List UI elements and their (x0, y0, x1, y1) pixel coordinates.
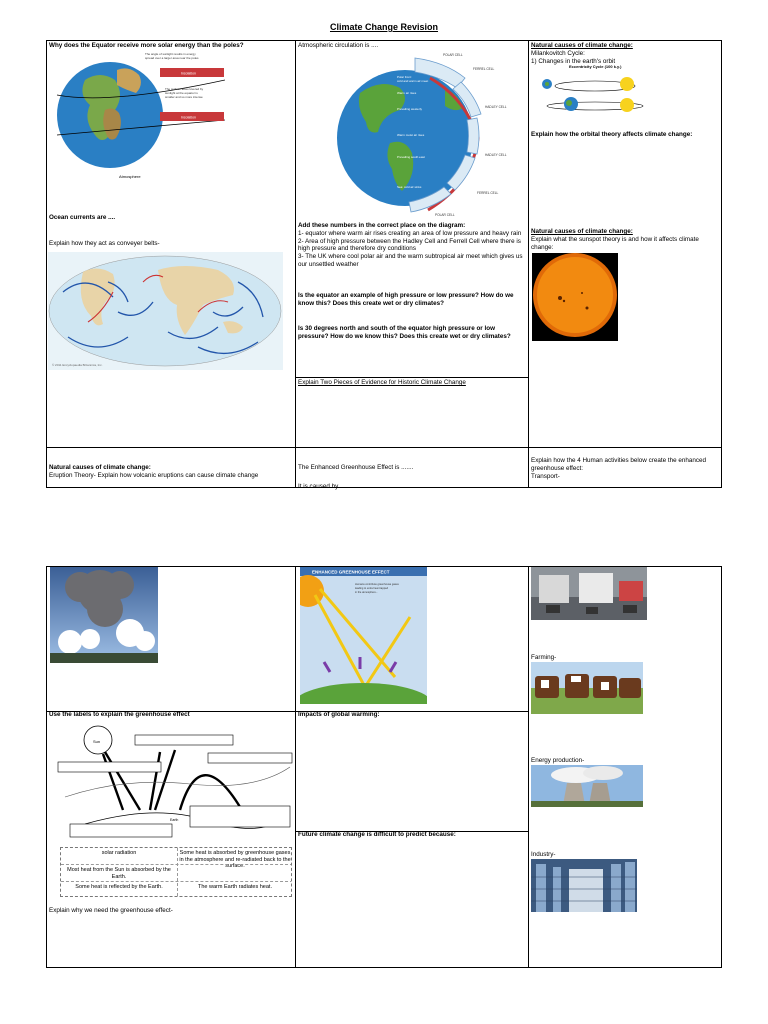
poster-title: ENHANCED GREENHOUSE EFFECT (312, 569, 390, 575)
enhanced-greenhouse-poster (300, 567, 427, 704)
farming-photo (531, 662, 643, 714)
label-card: The warm Earth radiates heat. (198, 884, 272, 890)
ocean-currents-prompt: Ocean currents are .... (49, 214, 116, 221)
svg-text:The angle of sunlight results: The angle of sunlight results in energy (145, 52, 196, 56)
svg-text:Prevailing south east: Prevailing south east (397, 155, 425, 159)
atmosphere-label: Atmosphere (119, 174, 141, 179)
eccentricity-label: Eccentricity Cycle (100 k.y.) (569, 64, 622, 69)
use-labels-prompt: Use the labels to explain the greenhouse effect (49, 711, 190, 718)
sun-photo (532, 253, 618, 341)
eruption-theory-prompt: Eruption Theory- Explain how volcanic eruptions can cause climate change (49, 471, 259, 479)
svg-text:cold and warm air meet: cold and warm air meet (397, 79, 429, 83)
equator-question: Why does the Equator receive more solar energy than the poles? (49, 42, 244, 49)
natural-causes-heading: Natural causes of climate change: (531, 42, 633, 49)
divider (295, 377, 528, 378)
impacts-prompt: Impacts of global warming: (298, 711, 380, 718)
earth-label: Earth (170, 818, 179, 822)
human-activities-prompt: Explain how the 4 Human activities below create the enhanced greenhouse effect: (531, 457, 707, 472)
label-card: Some heat is reflected by the Earth. (75, 884, 163, 890)
industry-label: Industry- (531, 851, 556, 858)
label-card: Some heat is absorbed by greenhouse gases in the atmosphere and re-radiated back to the surface. (179, 850, 291, 869)
energy-label: Energy production- (531, 757, 585, 764)
svg-text:The surface area covered by: The surface area covered by (165, 87, 204, 91)
power-station-photo (531, 765, 643, 807)
eruption-block (49, 464, 293, 480)
svg-text:smaller and so more intense: smaller and so more intense (165, 95, 203, 99)
industry-photo (531, 859, 637, 912)
svg-text:Humans contribute greenhouse g: Humans contribute greenhouse gases (355, 583, 399, 586)
orbit-label: 1) Changes in the earth's orbit (531, 57, 616, 65)
divider (46, 447, 722, 448)
cell-label: HADLEY CELL (485, 105, 507, 109)
cell-label: POLAR CELL (435, 213, 455, 217)
svg-text:spread over a larger area near: spread over a larger area near the poles (145, 56, 199, 60)
cell-label: FERREL CELL (473, 67, 495, 71)
sun-label: Sun (93, 739, 101, 744)
divider (528, 40, 529, 488)
conveyor-prompt: Explain how they act as conveyer belts- (49, 240, 160, 247)
orbital-theory-question: Explain how the orbital theory affects climate change: (531, 131, 693, 138)
svg-text:© 2011 Encyclopaedia Britannic: © 2011 Encyclopaedia Britannica, Inc. (52, 363, 103, 367)
human-activities-block (531, 457, 719, 480)
number-1: 1- equator where warm air rises creating an area of low pressure and heavy rain (298, 229, 522, 237)
natural-causes-heading: Natural causes of climate change: (49, 464, 151, 471)
natural-causes-heading: Natural causes of climate change: (531, 228, 633, 235)
farming-label: Farming- (531, 654, 557, 661)
divider (295, 40, 296, 488)
svg-text:in the atmosphere...: in the atmosphere... (355, 591, 378, 594)
cell-label: HADLEY CELL (485, 153, 507, 157)
page-title: Climate Change Revision (329, 22, 439, 32)
milankovitch-label: Milankovitch Cycle: (531, 49, 585, 57)
thirty-degrees-question: Is 30 degrees north and south of the equator high pressure or low pressure? How do we know this? Does this create wet or dry climates? (298, 325, 511, 340)
insolation-label: Insolation (181, 71, 196, 76)
volcano-eruption-photo (50, 567, 158, 663)
atmospheric-cells-diagram (335, 48, 525, 220)
caused-by-prompt: It is caused by ...... (298, 483, 351, 490)
atmospheric-circulation-prompt: Atmospheric circulation is .... (298, 42, 379, 49)
ocean-currents-map (48, 252, 283, 370)
sunspot-block (531, 228, 719, 251)
label-card: Most heat from the Sun is absorbed by the Earth. (67, 867, 171, 880)
historic-evidence-prompt: Explain Two Pieces of Evidence for Historic Climate Change (298, 379, 466, 386)
equator-pressure-question: Is the equator an example of high pressure or low pressure? How do we know this? Does this create wet or dry climates? (298, 292, 514, 307)
svg-text:Warm air rises: Warm air rises (397, 91, 417, 95)
greenhouse-labels-table (60, 847, 292, 897)
svg-text:Warm moist air rises: Warm moist air rises (397, 133, 425, 137)
sunspot-question: Explain what the sunspot theory is and how it affects climate change: (531, 235, 699, 251)
number-3: 3- The UK where cool polar air and the warm subtropical air meet which gives us our unsettled weather (298, 253, 523, 268)
greenhouse-effect-diagram (55, 722, 295, 847)
cell-label: FERREL CELL (477, 191, 499, 195)
svg-text:Sea: cold air sinks: Sea: cold air sinks (397, 185, 422, 189)
add-numbers-block (298, 222, 526, 269)
svg-text:Polar front:: Polar front: (397, 75, 412, 79)
number-2: 2- Area of high pressure between the Hadley Cell and Ferrell Cell where there is high pressure and therefore dry conditions (298, 237, 521, 253)
eccentricity-diagram (535, 64, 660, 120)
future-prediction-prompt: Future climate change is difficult to predict because: (298, 831, 456, 838)
divider (295, 566, 296, 968)
add-numbers-instruction: Add these numbers in the correct place on the diagram: (298, 222, 466, 229)
insolation-label: Insolation (181, 115, 196, 120)
globe-insolation-diagram (55, 50, 225, 180)
label-card: solar radiation (101, 850, 137, 856)
enhanced-greenhouse-prompt: The Enhanced Greenhouse Effect is ....... (298, 464, 414, 471)
svg-text:leading to extra heat trapped: leading to extra heat trapped (355, 587, 389, 590)
milankovitch-block (531, 42, 719, 65)
transport-photo (531, 567, 647, 620)
divider (528, 566, 529, 968)
svg-text:sunlight at the equator is: sunlight at the equator is (165, 91, 198, 95)
transport-label: Transport- (531, 472, 560, 480)
explain-need-prompt: Explain why we need the greenhouse effect- (49, 907, 173, 914)
cell-label: POLAR CELL (443, 53, 463, 57)
svg-text:Prevailing westerly: Prevailing westerly (397, 107, 423, 111)
